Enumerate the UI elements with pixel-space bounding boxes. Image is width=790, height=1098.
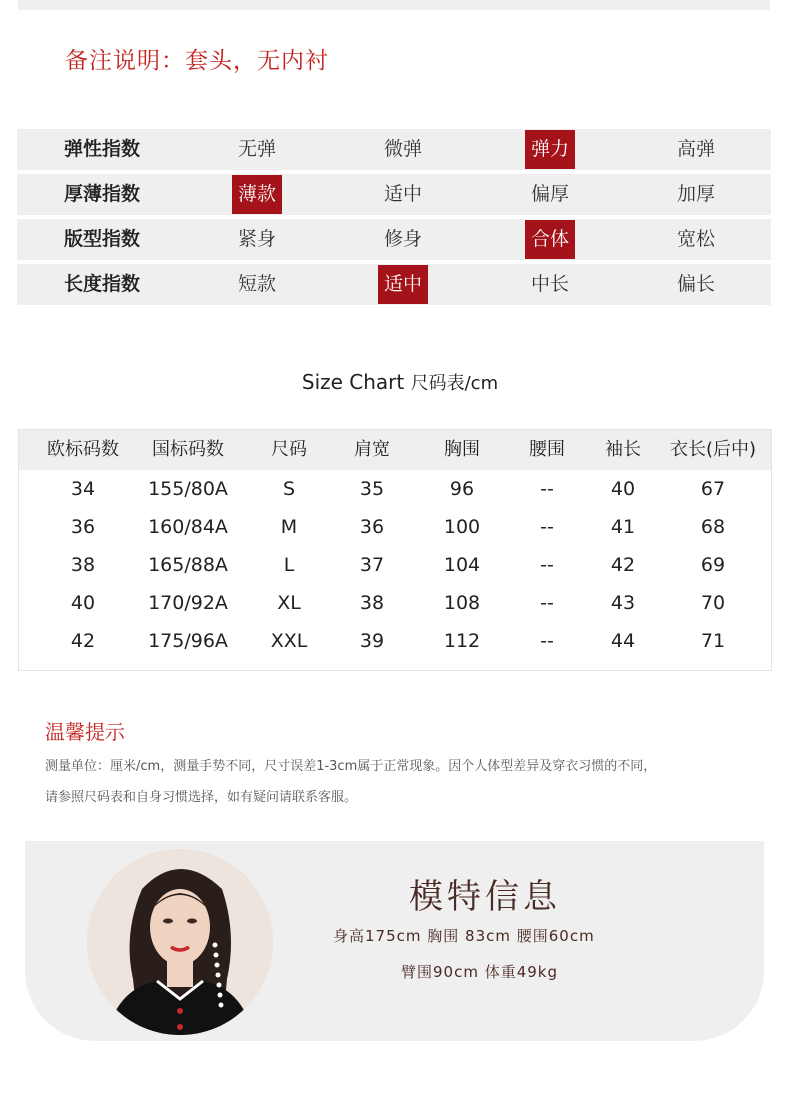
size-chart-cell: 44: [610, 630, 636, 652]
size-chart-header-cell: 欧标码数: [47, 439, 119, 460]
model-info-title: 模特信息: [409, 877, 561, 917]
attribute-option-selected: 薄款: [232, 175, 282, 214]
size-chart-header-cell: 肩宽: [354, 439, 390, 460]
size-chart-cell: 69: [700, 554, 726, 576]
size-chart-cell: 38: [359, 592, 385, 614]
size-chart-cell: 40: [610, 478, 636, 500]
size-chart-cell: S: [282, 478, 296, 500]
attribute-label: 版型指数: [63, 228, 140, 250]
tips-text-line-2: 请参照尺码表和自身习惯选择，如有疑问请联系客服。: [45, 790, 358, 805]
size-chart-header-cell: 国标码数: [152, 439, 224, 460]
model-photo: [87, 849, 273, 1035]
attribute-label: 厚薄指数: [63, 183, 140, 205]
size-chart-title-cn: 尺码表/cm: [410, 373, 499, 394]
model-stats-line-2: 臂围90cm 体重49kg: [401, 963, 559, 981]
size-chart-cell: 170/92A: [148, 592, 228, 614]
size-chart-cell: 96: [449, 478, 475, 500]
table-row: [19, 546, 771, 584]
size-chart-cell: --: [540, 478, 554, 500]
attribute-option-selected: 适中: [378, 265, 428, 304]
size-chart-cell: --: [540, 630, 554, 652]
tips-title: 温馨提示: [45, 720, 125, 744]
size-chart-cell: XXL: [270, 630, 308, 652]
size-chart-cell: M: [280, 516, 298, 538]
attribute-option: 偏厚: [530, 183, 569, 205]
attribute-option-cell: [623, 264, 769, 305]
attribute-option: 无弹: [237, 138, 276, 160]
attribute-option: 修身: [383, 228, 422, 250]
size-chart-cell: --: [540, 592, 554, 614]
size-chart-cell: XL: [277, 592, 301, 614]
attribute-label: 弹性指数: [63, 138, 140, 160]
attribute-index-table: [17, 129, 771, 309]
size-chart-cell: 40: [70, 592, 96, 614]
attribute-option: 偏长: [676, 273, 715, 295]
size-chart-title: [0, 369, 790, 395]
table-row: [19, 622, 771, 660]
attribute-option-cell: [330, 174, 476, 215]
size-chart-header-cell: 衣长(后中): [669, 439, 757, 460]
attribute-option: 中长: [530, 273, 569, 295]
size-chart-cell: 67: [700, 478, 726, 500]
size-chart-cell: 175/96A: [148, 630, 228, 652]
size-chart-cell: 34: [70, 478, 96, 500]
size-chart-cell: 160/84A: [148, 516, 228, 538]
attribute-option-cell: [477, 219, 623, 260]
size-chart-cell: 42: [70, 630, 96, 652]
attribute-option: 高弹: [676, 138, 715, 160]
attribute-option-cell: [184, 219, 330, 260]
size-chart-cell: --: [540, 516, 554, 538]
table-row: [19, 584, 771, 622]
size-chart-header-cell: 袖长: [605, 439, 641, 460]
attribute-option: 适中: [383, 183, 422, 205]
size-chart-header-cell: 腰围: [529, 439, 565, 460]
size-chart-cell: 100: [443, 516, 481, 538]
attribute-option-cell: [623, 174, 769, 215]
attribute-option-cell: [330, 264, 476, 305]
attribute-option: 微弹: [383, 138, 422, 160]
size-chart-table: [18, 429, 772, 671]
size-chart-cell: 41: [610, 516, 636, 538]
attribute-option-cell: [623, 129, 769, 170]
size-chart-cell: 38: [70, 554, 96, 576]
table-row: [19, 470, 771, 508]
attribute-option-cell: [477, 129, 623, 170]
attribute-option: 短款: [237, 273, 276, 295]
table-row: [19, 508, 771, 546]
model-stats-line-1: 身高175cm 胸围 83cm 腰围60cm: [333, 927, 595, 945]
attribute-option-cell: [330, 219, 476, 260]
attribute-option: 紧身: [237, 228, 276, 250]
attribute-option: 加厚: [676, 183, 715, 205]
attribute-option-cell: [477, 264, 623, 305]
attribute-row: [17, 219, 771, 260]
attribute-option-cell: [184, 174, 330, 215]
size-chart-cell: 112: [443, 630, 481, 652]
size-chart-cell: 155/80A: [148, 478, 228, 500]
model-info-panel: [25, 841, 764, 1041]
attribute-option-selected: 弹力: [525, 130, 575, 169]
size-chart-cell: 42: [610, 554, 636, 576]
size-chart-cell: 39: [359, 630, 385, 652]
attribute-row: [17, 174, 771, 215]
size-chart-title-en: Size Chart: [301, 370, 405, 394]
attribute-option-cell: [623, 219, 769, 260]
size-chart-header-cell: 尺码: [271, 439, 307, 460]
size-chart-cell: 36: [359, 516, 385, 538]
size-chart-cell: 37: [359, 554, 385, 576]
size-chart-cell: 108: [443, 592, 481, 614]
size-chart-header-row: [19, 430, 771, 470]
size-chart-cell: 68: [700, 516, 726, 538]
attribute-label: 长度指数: [63, 273, 140, 295]
size-chart-header-cell: 胸围: [444, 439, 480, 460]
remark-note: 备注说明：套头，无内衬: [65, 48, 329, 74]
size-chart-cell: 104: [443, 554, 481, 576]
attribute-option-cell: [477, 174, 623, 215]
attribute-row: [17, 129, 771, 170]
size-chart-cell: 71: [700, 630, 726, 652]
size-chart-cell: 36: [70, 516, 96, 538]
attribute-option-cell: [184, 129, 330, 170]
size-chart-cell: L: [283, 554, 295, 576]
attribute-option: 宽松: [676, 228, 715, 250]
size-chart-cell: 165/88A: [148, 554, 228, 576]
tips-text-line-1: 测量单位：厘米/cm，测量手势不同，尺寸误差1-3cm属于正常现象。因个人体型差异及穿衣习惯的不同，: [45, 759, 657, 774]
attribute-option-cell: [184, 264, 330, 305]
size-chart-cell: 70: [700, 592, 726, 614]
attribute-option-cell: [330, 129, 476, 170]
attribute-option-selected: 合体: [525, 220, 575, 259]
size-chart-cell: 35: [359, 478, 385, 500]
top-divider-bar: [18, 0, 770, 10]
attribute-row: [17, 264, 771, 305]
size-chart-cell: 43: [610, 592, 636, 614]
size-chart-cell: --: [540, 554, 554, 576]
